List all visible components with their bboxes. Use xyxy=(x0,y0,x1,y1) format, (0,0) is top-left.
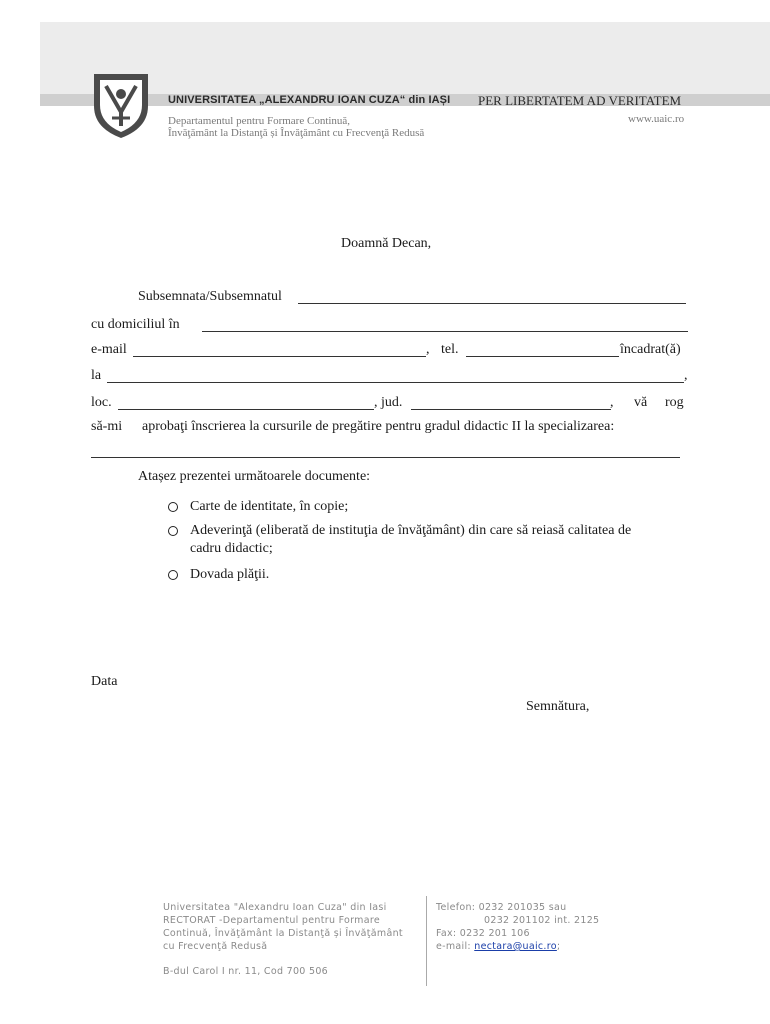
footer-fax: Fax: 0232 201 106 xyxy=(436,928,530,939)
email-comma: , xyxy=(426,342,430,357)
county-label: , jud. xyxy=(374,395,403,410)
domicile-label: cu domiciliul în xyxy=(91,317,180,332)
footer-divider xyxy=(426,896,427,986)
document-item-3: Dovada plăţii. xyxy=(190,567,270,582)
footer-address-line-2: RECTORAT -Departamentul pentru Formare xyxy=(163,915,380,926)
workplace-comma: , xyxy=(684,368,688,383)
footer-email-link[interactable]: nectara@uaic.ro xyxy=(474,941,557,952)
request-text: aprobaţi înscrierea la cursurile de pregătire pentru gradul didactic II la specializarea: xyxy=(142,419,615,434)
university-motto: PER LIBERTATEM AD VERITATEM xyxy=(478,93,682,108)
bullet-circle-icon xyxy=(168,502,178,512)
salutation: Doamnă Decan, xyxy=(341,236,432,251)
footer-address-line-4: cu Frecvenţă Redusă xyxy=(163,941,268,952)
university-crest-icon xyxy=(92,72,150,140)
document-item-2: Adeverinţă (eliberată de instituţia de învăţământ) din care să reiasă calitatea de xyxy=(190,523,632,538)
workplace-field-line[interactable] xyxy=(107,382,684,383)
footer-email-label: e-mail: xyxy=(436,941,475,952)
name-field-line[interactable] xyxy=(298,303,686,304)
bullet-circle-icon xyxy=(168,570,178,580)
county-comma: , xyxy=(610,395,614,410)
footer-phone-1: Telefon: 0232 201035 sau xyxy=(436,902,567,913)
name-label: Subsemnata/Subsemnatul xyxy=(138,289,282,304)
bullet-circle-icon xyxy=(168,526,178,536)
footer-address-line-1: Universitatea "Alexandru Ioan Cuza" din Iasi xyxy=(163,902,387,913)
university-name: UNIVERSITATEA „ALEXANDRU IOAN CUZA“ din IAȘI xyxy=(168,94,451,106)
document-item-2-continued: cadru didactic; xyxy=(190,541,273,556)
footer-email-row xyxy=(436,941,560,952)
footer-phone-2: 0232 201102 int. 2125 xyxy=(484,915,600,926)
request-word-va: vă xyxy=(634,395,648,410)
signature-label: Semnătura, xyxy=(526,699,590,714)
tel-label: tel. xyxy=(441,342,459,357)
department-line-2: Învăţământ la Distanţă și Învăţământ cu Frecvenţă Redusă xyxy=(168,127,425,139)
county-field-line[interactable] xyxy=(411,409,611,410)
department-line-1: Departamentul pentru Formare Continuă, xyxy=(168,115,351,127)
employed-label: încadrat(ă) xyxy=(620,342,681,357)
footer-address-line-3: Continuă, Învăţământ la Distanţă și Învăţământ xyxy=(163,928,403,939)
attachments-intro: Atașez prezentei următoarele documente: xyxy=(138,469,371,484)
locality-field-line[interactable] xyxy=(118,409,374,410)
email-field-line[interactable] xyxy=(133,356,426,357)
request-word-rog: rog xyxy=(665,395,684,410)
request-word-sami: să-mi xyxy=(91,419,123,434)
locality-label: loc. xyxy=(91,395,112,410)
document-item-1: Carte de identitate, în copie; xyxy=(190,499,349,514)
footer-street: B-dul Carol I nr. 11, Cod 700 506 xyxy=(163,966,329,977)
domicile-field-line[interactable] xyxy=(202,331,688,332)
website-link[interactable]: www.uaic.ro xyxy=(628,113,685,125)
specialization-field-line[interactable] xyxy=(91,457,680,458)
workplace-label: la xyxy=(91,368,102,383)
footer-email-end: ; xyxy=(556,941,561,952)
tel-field-line[interactable] xyxy=(466,356,619,357)
date-label: Data xyxy=(91,674,118,689)
email-label: e-mail xyxy=(91,342,127,357)
